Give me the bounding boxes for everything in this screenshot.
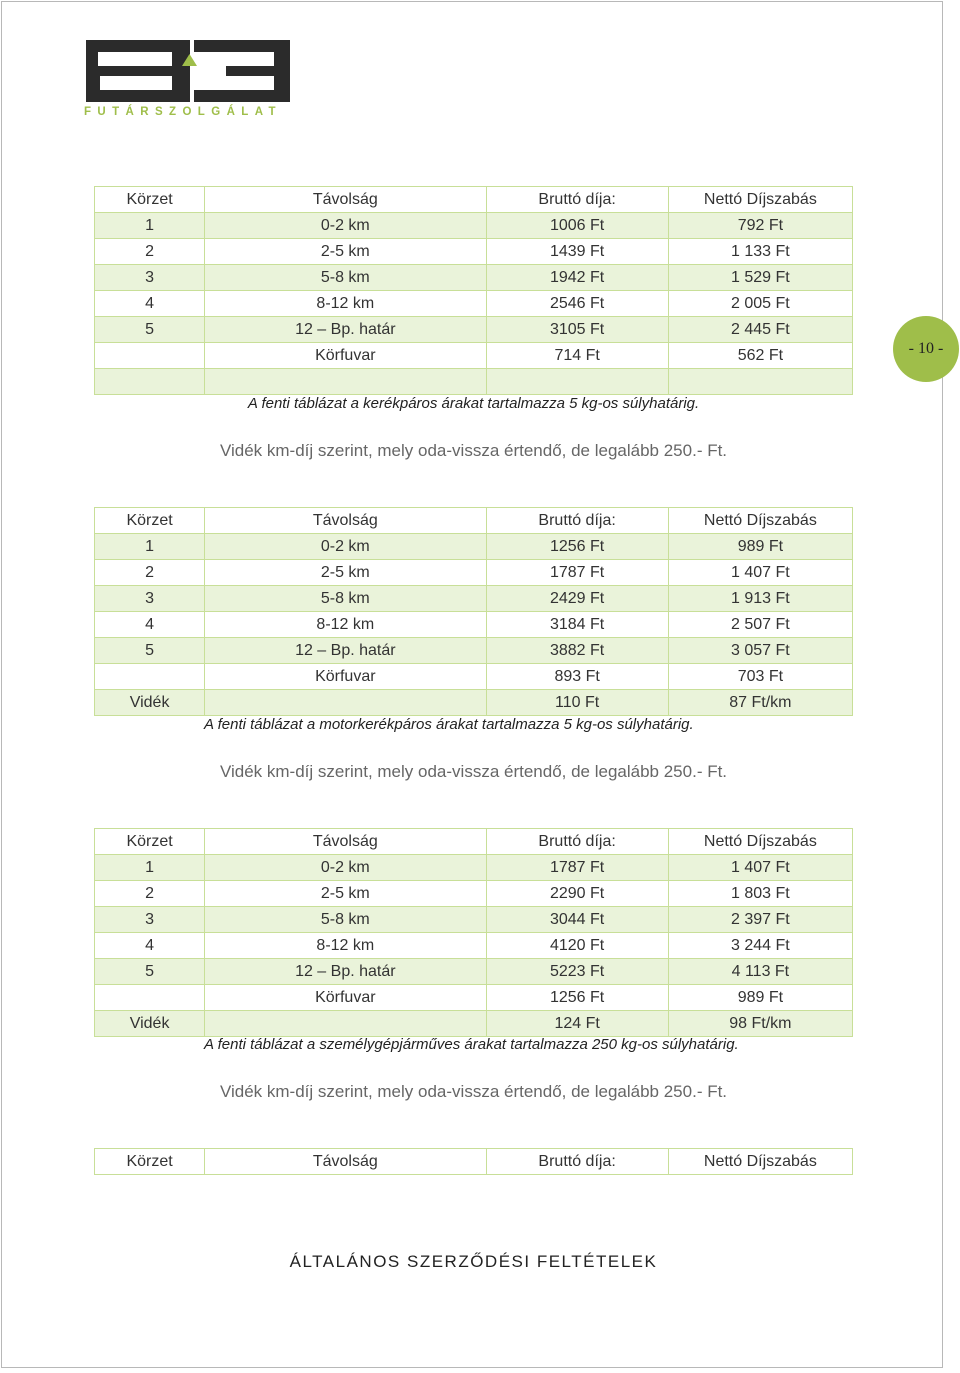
table-cell: 1 803 Ft <box>668 881 852 907</box>
table-cell: 2 <box>95 881 205 907</box>
table-row <box>95 690 853 716</box>
column-header: Bruttó díja: <box>486 508 668 534</box>
table-cell: 1787 Ft <box>486 855 668 881</box>
table-cell: 1 529 Ft <box>668 265 852 291</box>
table-header-row <box>95 1149 853 1175</box>
table-row <box>95 239 853 265</box>
table-cell: 2-5 km <box>205 239 486 265</box>
table-cell: 1 407 Ft <box>668 855 852 881</box>
table-cell <box>95 985 205 1011</box>
table-cell: 5 <box>95 638 205 664</box>
table-cell: 2 <box>95 560 205 586</box>
table-cell: 1 407 Ft <box>668 560 852 586</box>
table-cell <box>95 664 205 690</box>
table-cell <box>486 369 668 395</box>
column-header: Körzet <box>95 829 205 855</box>
table-row <box>95 265 853 291</box>
table-cell <box>668 369 852 395</box>
column-header: Nettó Díjszabás <box>668 508 852 534</box>
table-cell: 0-2 km <box>205 213 486 239</box>
table-cell: 3 <box>95 265 205 291</box>
table-cell: 2-5 km <box>205 560 486 586</box>
table-cell: 5-8 km <box>205 907 486 933</box>
table-row <box>95 586 853 612</box>
table-cell: 2 <box>95 239 205 265</box>
table-cell: 12 – Bp. határ <box>205 317 486 343</box>
rates-table-car <box>94 828 853 1037</box>
table-cell: 1256 Ft <box>486 534 668 560</box>
table-cell: 4120 Ft <box>486 933 668 959</box>
table-header-row <box>95 187 853 213</box>
table-cell: 2429 Ft <box>486 586 668 612</box>
column-header: Nettó Díjszabás <box>668 1149 852 1175</box>
table-row <box>95 612 853 638</box>
table-cell: 2 005 Ft <box>668 291 852 317</box>
table-cell: 562 Ft <box>668 343 852 369</box>
table-cell: Körfuvar <box>205 664 486 690</box>
table-row <box>95 560 853 586</box>
table-cell: Vidék <box>95 690 205 716</box>
table-cell: 12 – Bp. határ <box>205 959 486 985</box>
footer-title: ÁLTALÁNOS SZERZŐDÉSI FELTÉTELEK <box>289 1252 658 1271</box>
table-row <box>95 317 853 343</box>
company-logo <box>84 38 292 124</box>
table-header-row <box>95 829 853 855</box>
table-cell: 0-2 km <box>205 534 486 560</box>
table-cell: 5-8 km <box>205 586 486 612</box>
table-row <box>95 933 853 959</box>
table-row <box>95 985 853 1011</box>
table-cell: 792 Ft <box>668 213 852 239</box>
table-note-motorcycle: A fenti táblázat a motorkerékpáros árakat tartalmazza 5 kg-os súlyhatárig. <box>204 716 694 733</box>
table-cell: 989 Ft <box>668 985 852 1011</box>
table-note-bicycle: A fenti táblázat a kerékpáros árakat tartalmazza 5 kg-os súlyhatárig. <box>247 395 700 412</box>
table-cell: 3 <box>95 907 205 933</box>
column-header: Bruttó díja: <box>486 187 668 213</box>
table-row <box>95 907 853 933</box>
table-cell: 3184 Ft <box>486 612 668 638</box>
column-header: Körzet <box>95 1149 205 1175</box>
table-cell: 3105 Ft <box>486 317 668 343</box>
table-cell: 893 Ft <box>486 664 668 690</box>
table-cell: 2-5 km <box>205 881 486 907</box>
table-cell: 3882 Ft <box>486 638 668 664</box>
table-row <box>95 343 853 369</box>
table-cell: 4 113 Ft <box>668 959 852 985</box>
table-cell <box>205 690 486 716</box>
table-cell: 5 <box>95 317 205 343</box>
table-row <box>95 638 853 664</box>
column-header: Bruttó díja: <box>486 829 668 855</box>
table-cell: 110 Ft <box>486 690 668 716</box>
table-cell: 8-12 km <box>205 291 486 317</box>
table-header-row <box>95 508 853 534</box>
videk-line-motorcycle: Vidék km-díj szerint, mely oda-vissza értendő, de legalább 250.- Ft. <box>219 762 728 781</box>
table-row <box>95 534 853 560</box>
table-cell: 3 244 Ft <box>668 933 852 959</box>
videk-line-car: Vidék km-díj szerint, mely oda-vissza értendő, de legalább 250.- Ft. <box>219 1082 728 1101</box>
table-cell: 4 <box>95 291 205 317</box>
column-header: Távolság <box>205 829 486 855</box>
table-cell: 1 913 Ft <box>668 586 852 612</box>
table-cell <box>205 369 486 395</box>
column-header: Bruttó díja: <box>486 1149 668 1175</box>
table-cell: 3 <box>95 586 205 612</box>
table-row <box>95 881 853 907</box>
table-cell: 1 <box>95 534 205 560</box>
table-cell: 2290 Ft <box>486 881 668 907</box>
table-cell: Körfuvar <box>205 985 486 1011</box>
table-cell: 1439 Ft <box>486 239 668 265</box>
table-cell: 1 <box>95 213 205 239</box>
table-cell: 8-12 km <box>205 612 486 638</box>
table-cell: 5 <box>95 959 205 985</box>
table-cell: 0-2 km <box>205 855 486 881</box>
table-cell: Körfuvar <box>205 343 486 369</box>
table-row <box>95 1011 853 1037</box>
table-cell: 4 <box>95 612 205 638</box>
table-cell: 1006 Ft <box>486 213 668 239</box>
table-cell: Vidék <box>95 1011 205 1037</box>
table-row <box>95 855 853 881</box>
videk-line-bicycle: Vidék km-díj szerint, mely oda-vissza értendő, de legalább 250.- Ft. <box>219 441 728 460</box>
table-cell: 5223 Ft <box>486 959 668 985</box>
table-row <box>95 369 853 395</box>
column-header: Távolság <box>205 508 486 534</box>
table-cell: 989 Ft <box>668 534 852 560</box>
table-cell: 703 Ft <box>668 664 852 690</box>
table-cell: 1 <box>95 855 205 881</box>
table-row <box>95 291 853 317</box>
table-cell: 3044 Ft <box>486 907 668 933</box>
table-cell: 12 – Bp. határ <box>205 638 486 664</box>
table-cell: 98 Ft/km <box>668 1011 852 1037</box>
table-cell: 2 445 Ft <box>668 317 852 343</box>
column-header: Nettó Díjszabás <box>668 187 852 213</box>
table-cell <box>95 343 205 369</box>
table-cell: 2546 Ft <box>486 291 668 317</box>
table-cell: 2 507 Ft <box>668 612 852 638</box>
page-number-badge: - 10 - <box>893 316 959 382</box>
table-cell: 8-12 km <box>205 933 486 959</box>
table-row <box>95 213 853 239</box>
table-row <box>95 664 853 690</box>
column-header: Távolság <box>205 1149 486 1175</box>
table-cell: 714 Ft <box>486 343 668 369</box>
table-cell: 1 133 Ft <box>668 239 852 265</box>
rates-table-motorcycle <box>94 507 853 716</box>
table-row <box>95 959 853 985</box>
table-cell: 2 397 Ft <box>668 907 852 933</box>
rates-table-bicycle <box>94 186 853 395</box>
table-cell: 1787 Ft <box>486 560 668 586</box>
rates-table-header-only <box>94 1148 853 1175</box>
table-cell: 124 Ft <box>486 1011 668 1037</box>
table-cell: 3 057 Ft <box>668 638 852 664</box>
column-header: Körzet <box>95 187 205 213</box>
column-header: Körzet <box>95 508 205 534</box>
table-cell: 4 <box>95 933 205 959</box>
table-cell: 1942 Ft <box>486 265 668 291</box>
column-header: Nettó Díjszabás <box>668 829 852 855</box>
logo-tagline: FUTÁRSZOLGÁLAT <box>84 106 282 118</box>
a3-logo-mark <box>84 38 292 104</box>
table-cell <box>95 369 205 395</box>
table-cell: 5-8 km <box>205 265 486 291</box>
column-header: Távolság <box>205 187 486 213</box>
table-note-car: A fenti táblázat a személygépjárműves árakat tartalmazza 250 kg-os súlyhatárig. <box>204 1036 739 1053</box>
table-cell: 1256 Ft <box>486 985 668 1011</box>
table-cell <box>205 1011 486 1037</box>
table-cell: 87 Ft/km <box>668 690 852 716</box>
